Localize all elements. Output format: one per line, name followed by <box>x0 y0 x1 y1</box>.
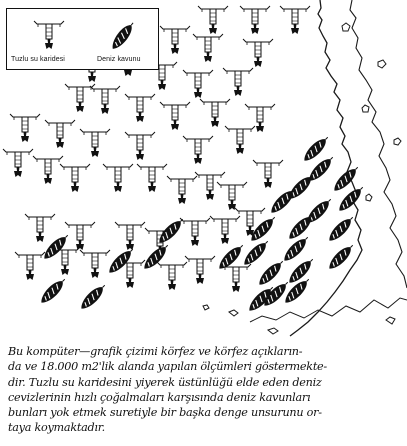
legend-melon-icon <box>107 19 137 53</box>
shrimp-icon <box>137 164 167 192</box>
shrimp-icon <box>245 104 275 132</box>
shrimp-icon <box>193 34 223 62</box>
shrimp-icon <box>80 129 110 157</box>
shrimp-icon <box>45 120 75 148</box>
caption-line: bunları yok etmek suretiyle bir başka denge unsurunu or- <box>8 406 322 420</box>
caption-line: da ve 18.000 m2'lik alanda yapılan ölçümleri göstermekte- <box>8 360 327 374</box>
shrimp-icon <box>223 68 253 96</box>
shrimp-icon <box>157 262 187 290</box>
shrimp-icon <box>10 114 40 142</box>
legend <box>6 8 159 70</box>
sea-melon-icon <box>256 258 287 289</box>
shrimp-icon <box>217 182 247 210</box>
legend-shrimp-icon <box>29 17 69 51</box>
caption-line: Bu kompüter—grafik çizimi körfez ve körfez açıkların- <box>8 345 303 358</box>
shrimp-icon <box>90 86 120 114</box>
sea-melon-icon <box>286 256 317 287</box>
shrimp-icon <box>167 176 197 204</box>
shrimp-icon <box>103 164 133 192</box>
shrimp-icon <box>65 222 95 250</box>
sea-melon-icon <box>268 186 299 217</box>
sea-melon-icon <box>241 238 272 269</box>
shrimp-icon <box>160 26 190 54</box>
shrimp-icon <box>125 94 155 122</box>
shrimp-icon <box>115 222 145 250</box>
caption-line: taya koymaktadır. <box>8 421 105 435</box>
shrimp-icon <box>200 99 230 127</box>
shrimp-icon <box>3 149 33 177</box>
shrimp-icon <box>280 6 310 34</box>
shrimp-icon <box>160 102 190 130</box>
shrimp-icon <box>253 160 283 188</box>
shrimp-icon <box>15 252 45 280</box>
sea-melon-icon <box>78 282 109 313</box>
sea-melon-icon <box>281 234 312 265</box>
shrimp-icon <box>243 39 273 67</box>
sea-melon-icon <box>286 212 317 243</box>
shrimp-icon <box>195 172 225 200</box>
shrimp-icon <box>180 218 210 246</box>
shrimp-icon <box>25 214 55 242</box>
shrimp-icon <box>221 264 251 292</box>
legend-shrimp-label: Tuzlu su karidesi <box>11 56 65 63</box>
sea-melon-icon <box>141 242 172 273</box>
shrimp-icon <box>225 126 255 154</box>
shrimp-icon <box>185 256 215 284</box>
caption-line: cevizlerinin hızlı çoğalmaları karşısında deniz kavunları <box>8 390 311 404</box>
sea-melon-icon <box>326 214 357 245</box>
sea-melon-icon <box>216 242 247 273</box>
shrimp-icon <box>198 6 228 34</box>
shrimp-icon <box>240 6 270 34</box>
shrimp-icon <box>183 70 213 98</box>
shrimp-icon <box>210 216 240 244</box>
shrimp-icon <box>65 84 95 112</box>
sea-melon-icon <box>38 276 69 307</box>
shrimp-icon <box>60 164 90 192</box>
figure-caption <box>8 344 400 436</box>
shrimp-icon <box>183 136 213 164</box>
legend-melon-label: Deniz kavunu <box>97 56 141 63</box>
shrimp-icon <box>33 156 63 184</box>
caption-line: dir. Tuzlu su karidesini yiyerek üstünlüğü elde eden deniz <box>8 375 322 389</box>
shrimp-icon <box>80 250 110 278</box>
shrimp-icon <box>125 132 155 160</box>
